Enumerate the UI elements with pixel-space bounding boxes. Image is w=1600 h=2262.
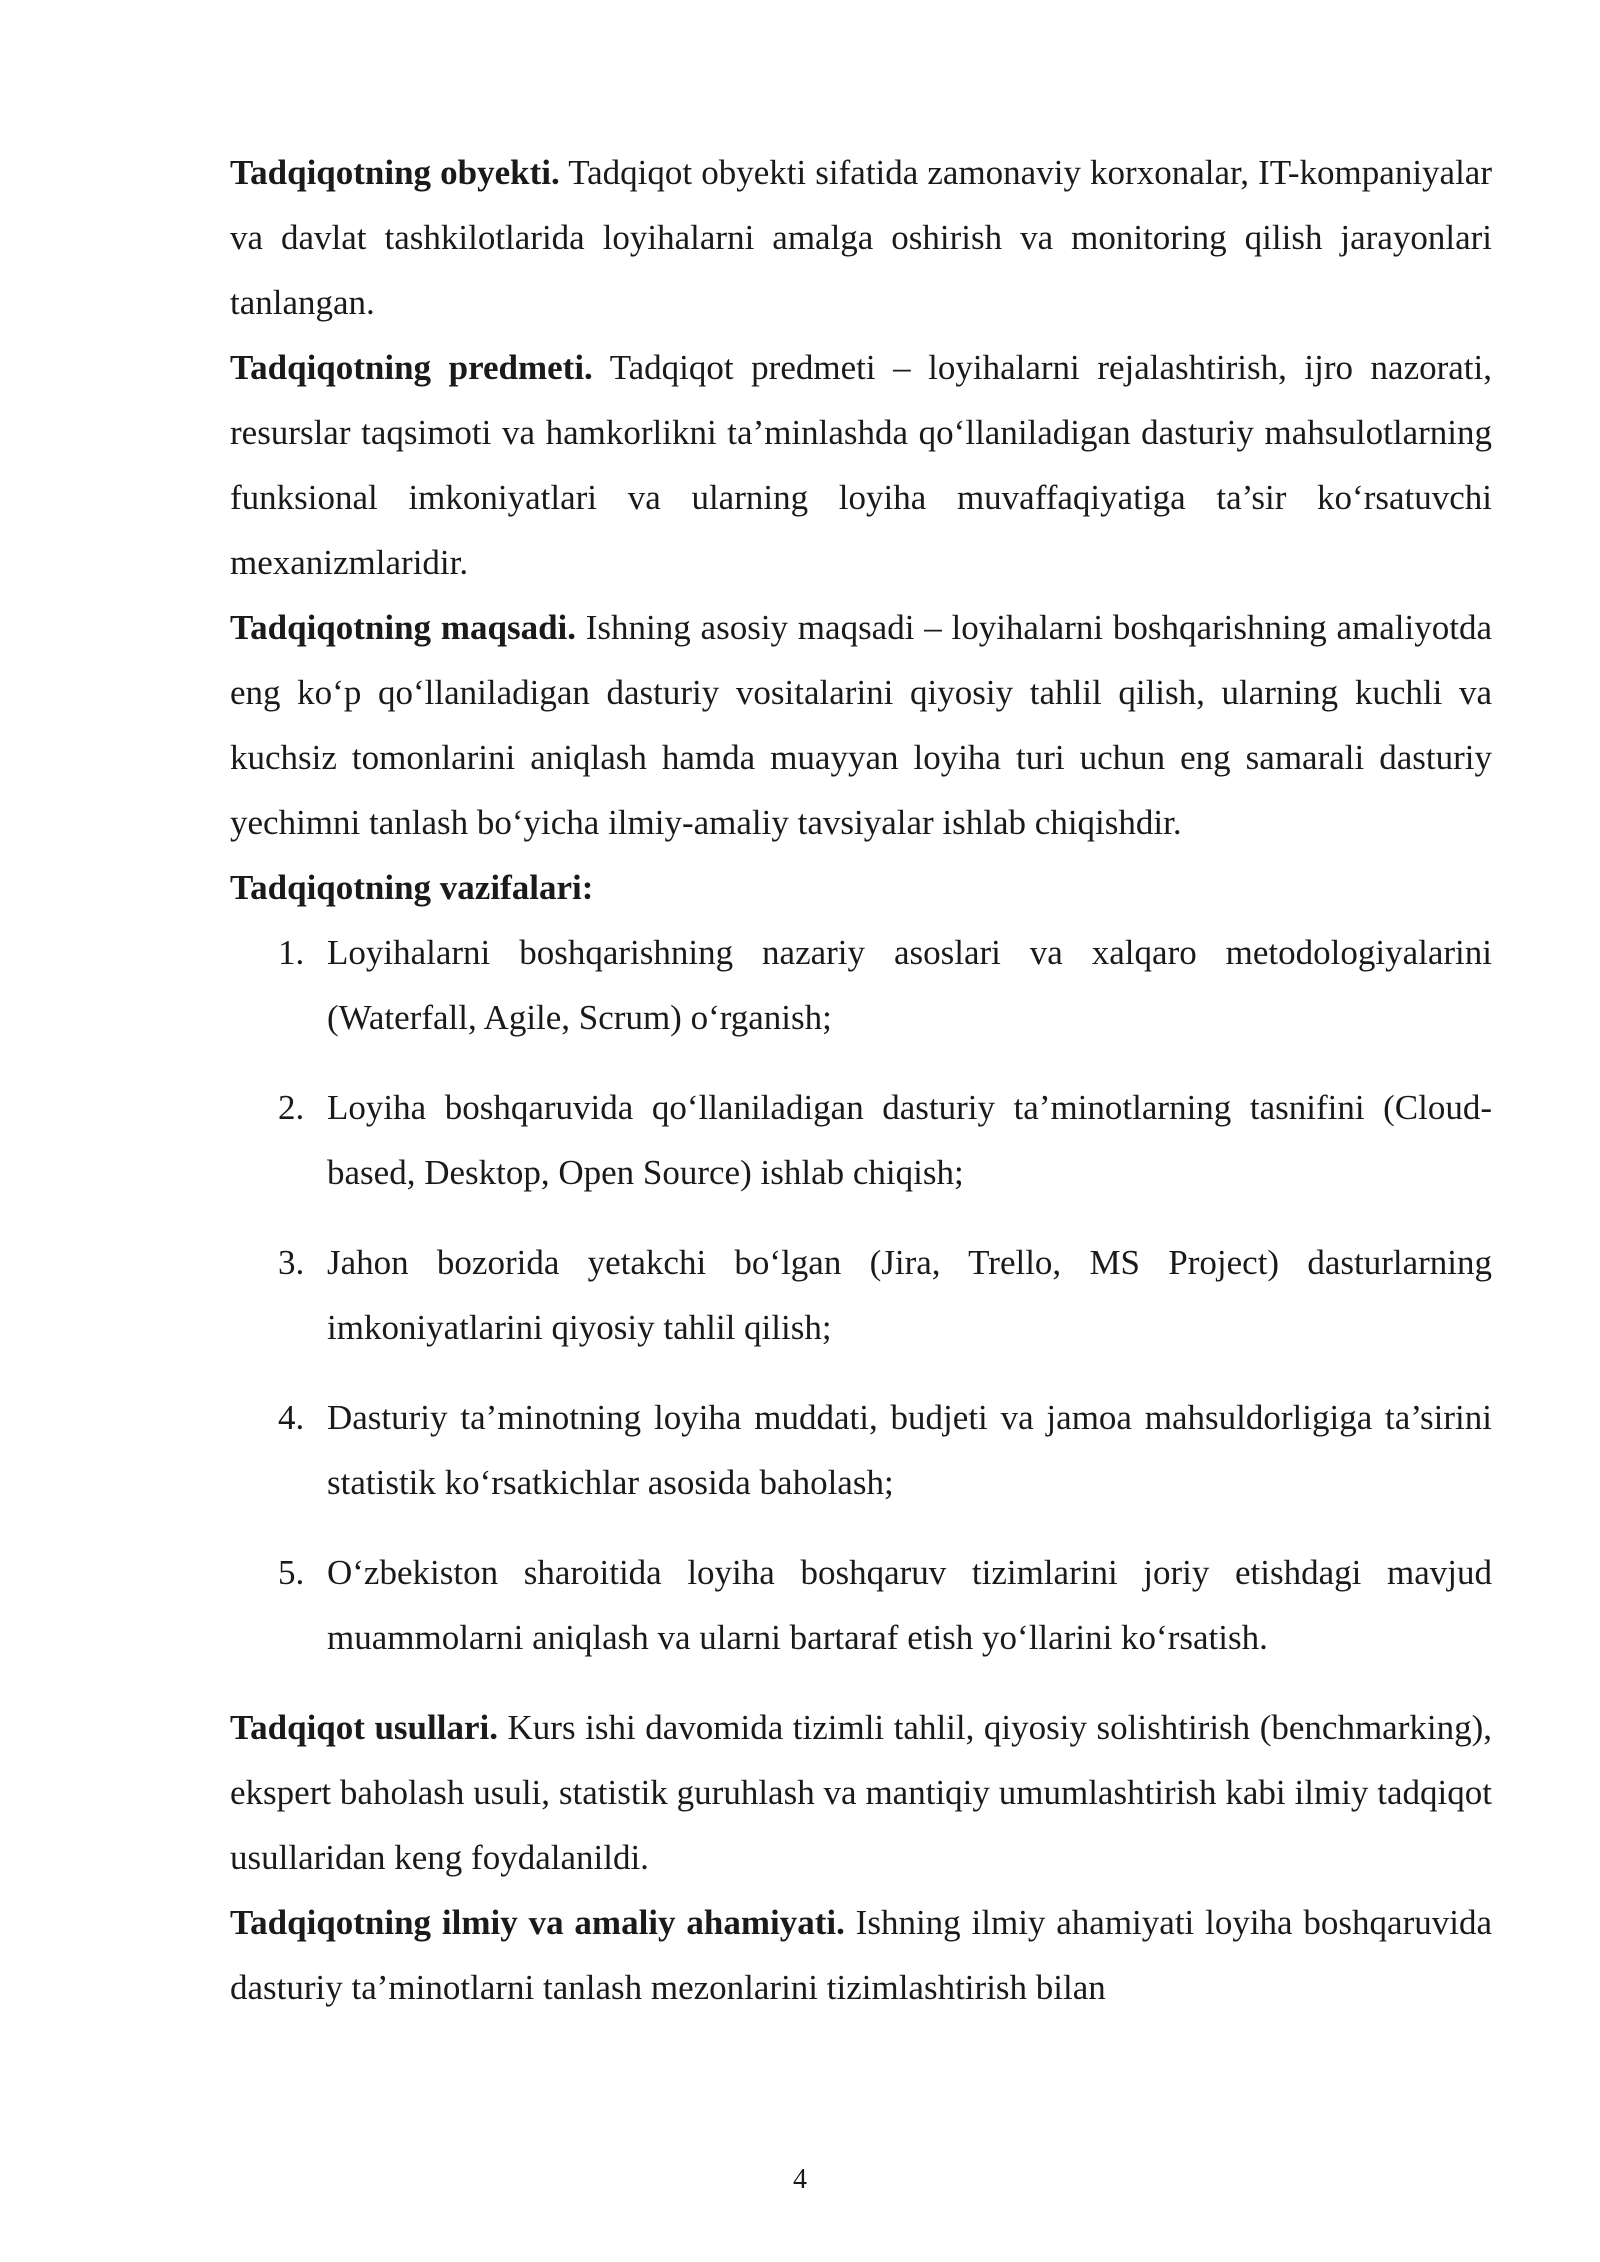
tasks-heading-paragraph [230, 855, 1492, 920]
list-item [230, 1540, 1492, 1670]
list-item-number: 1. [278, 933, 305, 972]
list-item-text: Dasturiy ta’minotning loyiha muddati, budjeti va jamoa mahsuldorligiga ta’sirini statistik ko‘rsatkichlar asosida baholash; [327, 1398, 1492, 1502]
significance-text: Ishning ilmiy ahamiyati loyiha boshqaruvida dasturiy ta’minotlarni tanlash mezonlarini tizimlashtirish bilan [230, 1903, 1493, 2007]
object-paragraph [230, 140, 1492, 335]
list-item-number: 5. [278, 1553, 305, 1592]
list-item-text: O‘zbekiston sharoitida loyiha boshqaruv tizimlarini joriy etishdagi mavjud muammolarni aniqlash va ularni bartaraf etish yo‘llarini ko‘rsatish. [327, 1553, 1492, 1657]
object-text: Tadqiqot obyekti sifatida zamonaviy korxonalar, IT-kompaniyalar va davlat tashkilotlarida loyihalarni amalga oshirish va monitoring qilish jarayonlari tanlangan. [230, 153, 1492, 322]
methods-heading: Tadqiqot usullari. [230, 1708, 498, 1747]
tasks-list [230, 920, 1492, 1670]
list-item-number: 4. [278, 1398, 305, 1437]
document-page [230, 140, 1492, 2020]
significance-paragraph [230, 1890, 1492, 2020]
goal-heading: Tadqiqotning maqsadi. [230, 608, 577, 647]
subject-heading: Tadqiqotning predmeti. [230, 348, 593, 387]
list-item [230, 1075, 1492, 1205]
goal-paragraph [230, 595, 1492, 855]
list-item [230, 1385, 1492, 1515]
list-item-text: Loyiha boshqaruvida qo‘llaniladigan dasturiy ta’minotlarning tasnifini (Cloud-based, Desktop, Open Source) ishlab chiqish; [327, 1088, 1492, 1192]
object-heading: Tadqiqotning obyekti. [230, 153, 560, 192]
list-item [230, 1230, 1492, 1360]
methods-text: Kurs ishi davomida tizimli tahlil, qiyosiy solishtirish (benchmarking), ekspert baholash usuli, statistik guruhlash va mantiqiy umumlashtirish kabi ilmiy tadqiqot usullaridan keng foydalanildi. [230, 1708, 1492, 1877]
significance-heading: Tadqiqotning ilmiy va amaliy ahamiyati. [230, 1903, 845, 1942]
tasks-heading: Tadqiqotning vazifalari: [230, 868, 594, 907]
page-number: 4 [793, 2164, 807, 2195]
methods-paragraph [230, 1695, 1492, 1890]
list-item-text: Jahon bozorida yetakchi bo‘lgan (Jira, Trello, MS Project) dasturlarning imkoniyatlarini qiyosiy tahlil qilish; [327, 1243, 1492, 1347]
list-item-text: Loyihalarni boshqarishning nazariy asoslari va xalqaro metodologiyalarini (Waterfall, Agile, Scrum) o‘rganish; [327, 933, 1492, 1037]
subject-text: Tadqiqot predmeti – loyihalarni rejalashtirish, ijro nazorati, resurslar taqsimoti va hamkorlikni ta’minlashda qo‘llaniladigan dasturiy mahsulotlarning funksional imkoniyatlari va ularning loyiha muvaffaqiyatiga ta’sir ko‘rsatuvchi mexanizmlaridir. [230, 348, 1492, 582]
list-item [230, 920, 1492, 1050]
goal-text: Ishning asosiy maqsadi – loyihalarni boshqarishning amaliyotda eng ko‘p qo‘llaniladigan dasturiy vositalarini qiyosiy tahlil qilish, ularning kuchli va kuchsiz tomonlarini aniqlash hamda muayyan loyiha turi uchun eng samarali dasturiy yechimni tanlash bo‘yicha ilmiy-amaliy tavsiyalar ishlab chiqishdir. [230, 608, 1493, 842]
subject-paragraph [230, 335, 1492, 595]
list-item-number: 2. [278, 1088, 305, 1127]
list-item-number: 3. [278, 1243, 305, 1282]
